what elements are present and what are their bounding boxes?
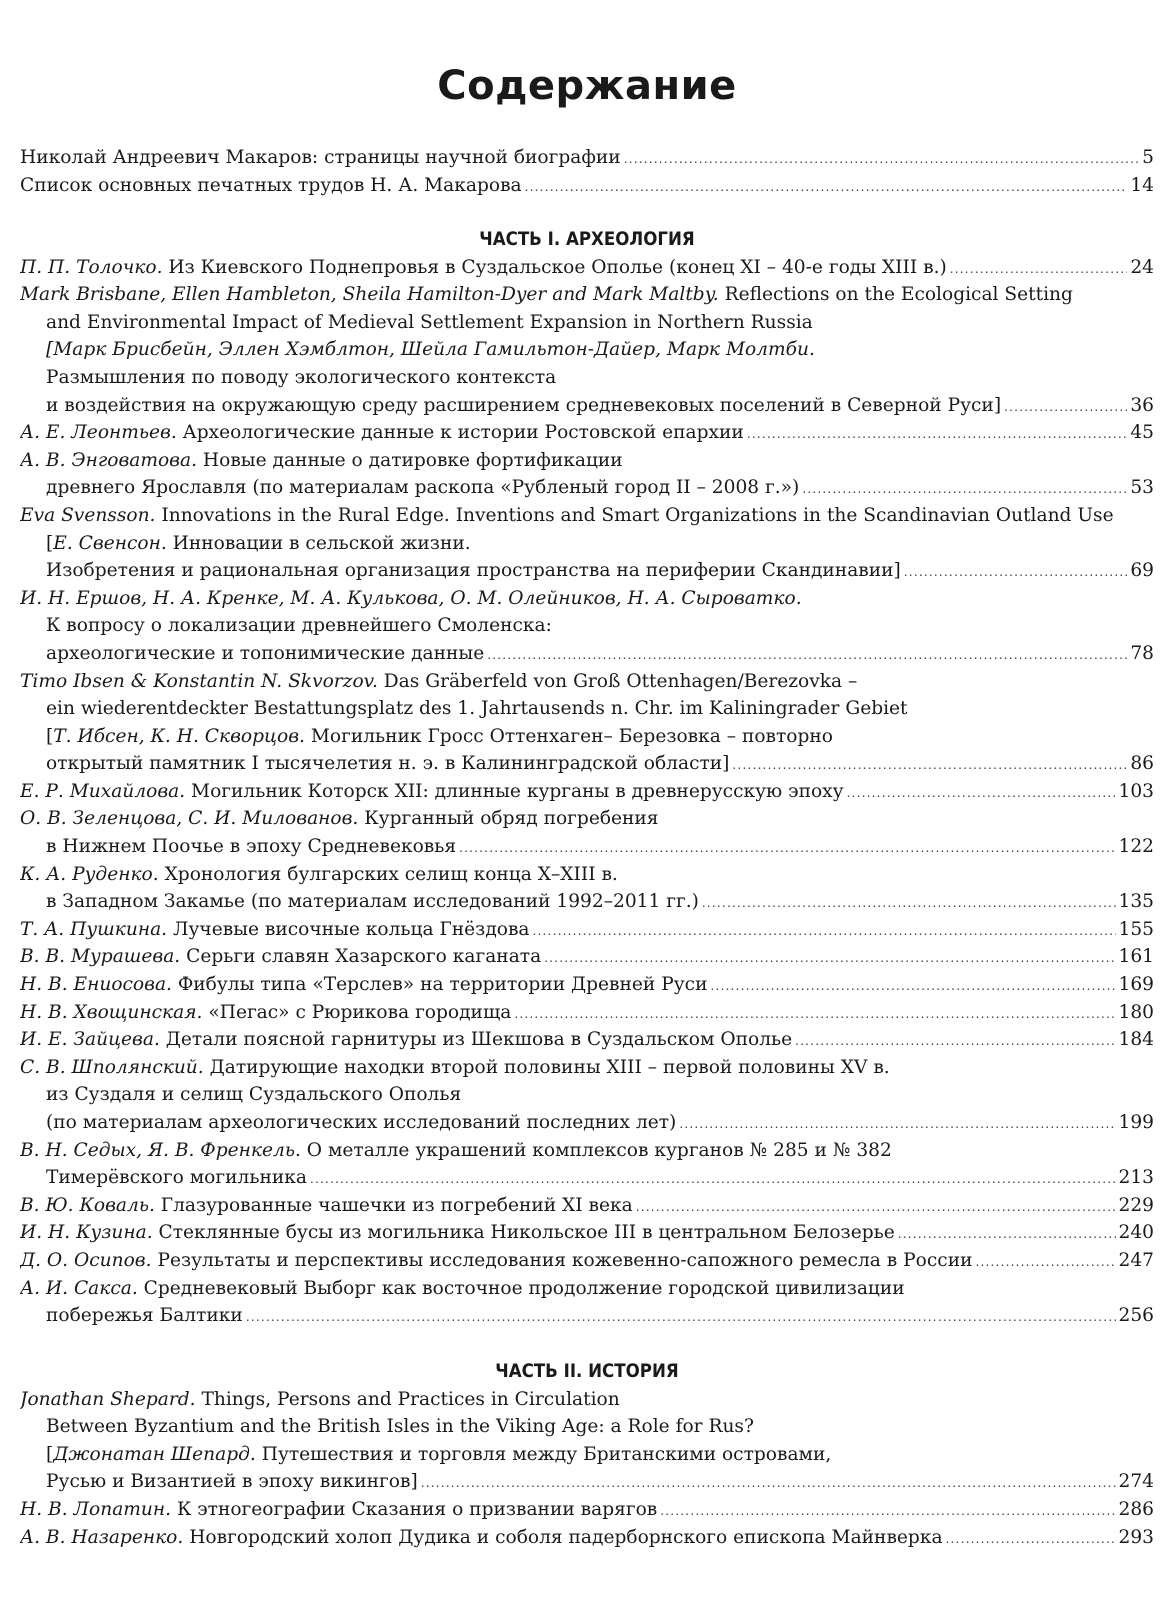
entry-title-text: «Пегас» с Рюрикова городища: [202, 1001, 512, 1023]
toc-entry[interactable]: [20, 1496, 1154, 1524]
toc-entry-last-line: [20, 1302, 1154, 1330]
entry-author: Т. А. Пушкина.: [20, 918, 168, 940]
leader-dots: [1004, 394, 1127, 420]
toc-entry[interactable]: [20, 1524, 1154, 1552]
entry-title-text: Between Byzantium and the British Isles in the Viking Age: a Role for Rus?: [46, 1416, 754, 1438]
entry-author: И. Н. Кузина.: [20, 1222, 153, 1244]
entry-author: В. В. Мурашева.: [20, 946, 181, 968]
toc-entry-line: [20, 1275, 1154, 1303]
entry-title-text: and Environmental Impact of Medieval Settlement Expansion in Northern Russia: [46, 311, 813, 333]
toc-entry[interactable]: [20, 805, 1154, 860]
entry-author: В. Н. Седых, Я. В. Френкель.: [20, 1139, 301, 1161]
page-number: 293: [1118, 1526, 1154, 1548]
page-number: 78: [1130, 642, 1154, 664]
leader-dots: [636, 1194, 1116, 1220]
entry-title-text: Результаты и перспективы исследования кожевенно-сапожного ремесла в России: [151, 1249, 973, 1271]
entry-title-text: Das Gräberfeld von Groß Ottenhagen/Berezovka –: [377, 670, 858, 692]
part-2-entries: [20, 1386, 1154, 1552]
page-number: 247: [1118, 1249, 1154, 1271]
page-number: 169: [1118, 974, 1154, 996]
toc-entry-line: [20, 585, 1154, 613]
leader-dots: [950, 256, 1128, 282]
entry-author: Н. В. Ениосова.: [20, 974, 172, 996]
entry-title-text: в Западном Закамье (по материалам исследований 1992–2011 гг.): [46, 891, 699, 913]
entry-title-text: К этногеографии Сказания о призвании варягов: [171, 1498, 658, 1520]
entry-author: А. В. Назаренко.: [20, 1526, 184, 1548]
leader-dots: [679, 1111, 1115, 1137]
toc-entry[interactable]: [20, 1192, 1154, 1220]
entry-author: А. Е. Леонтьев.: [20, 422, 177, 444]
entry-author: Jonathan Shepard.: [20, 1388, 196, 1410]
entry-title-text: Innovations in the Rural Edge. Inventions and Smart Organizations in the Scandinavian Outland Use: [155, 504, 1114, 526]
part-heading: ЧАСТЬ I. АРХЕОЛОГИЯ: [479, 229, 695, 250]
entry-title-text: О металле украшений комплексов курганов № 285 и № 382: [300, 1139, 892, 1161]
toc-entry-line: [20, 309, 1154, 337]
entry-author: Mark Brisbane, Ellen Hambleton, Sheila Hamilton-Dyer and Mark Maltby.: [20, 284, 719, 306]
entry-title-text: Лучевые височные кольца Гнёздова: [167, 918, 530, 940]
leader-dots: [487, 642, 1127, 668]
toc-entry-line: [20, 723, 1154, 751]
toc-entry[interactable]: [20, 668, 1154, 778]
toc-entry-line: [20, 364, 1154, 392]
page-number: 5: [1142, 147, 1154, 168]
toc-entry[interactable]: [20, 585, 1154, 668]
toc-entry-last-line: [20, 1496, 1154, 1524]
leader-dots: [946, 1526, 1116, 1552]
toc-entry-last-line: [20, 1164, 1154, 1192]
toc-entry-last-line: [20, 254, 1154, 282]
toc-entry[interactable]: [20, 1386, 1154, 1496]
entry-title-text: К вопросу о локализации древнейшего Смоленска:: [46, 615, 552, 637]
entry-title-text: Николай Андреевич Макаров: страницы научной биографии: [20, 147, 621, 168]
toc-entry-last-line: [20, 999, 1154, 1027]
leader-dots: [660, 1498, 1115, 1524]
toc-entry-last-line: [20, 557, 1154, 585]
page-number: 24: [1130, 256, 1154, 278]
page-title: Содержание: [437, 63, 737, 109]
entry-author: П. П. Толочко.: [20, 256, 163, 278]
toc-entry-line: [20, 1054, 1154, 1082]
page-number: 36: [1130, 394, 1154, 416]
toc-entry-line: [20, 1137, 1154, 1165]
toc-entry-last-line: [20, 778, 1154, 806]
entry-title-text: Средневековый Выборг как восточное продолжение городской цивилизации: [137, 1277, 905, 1299]
page-number: 286: [1118, 1498, 1154, 1520]
entry-title-text: Курганный обряд погребения: [358, 808, 659, 830]
entry-title-text: археологические и топонимические данные: [46, 642, 485, 664]
entry-title-text: [Е. Свенсон. Инновации в сельской жизни.: [46, 532, 471, 554]
entry-title-text: и воздействия на окружающую среду расширением средневековых поселений в Северной Руси]: [46, 394, 1002, 416]
entry-title-text: Археологические данные к истории Ростовской епархии: [176, 422, 744, 444]
entry-title-text: Reflections on the Ecological Setting: [718, 284, 1073, 306]
entry-title-text: Новые данные о датировке фортификации: [197, 449, 623, 471]
toc-entry-line: [20, 1081, 1154, 1109]
toc-entry[interactable]: [20, 144, 1154, 172]
entry-title-text: Русью и Византией в эпоху викингов]: [46, 1471, 418, 1493]
toc-entry[interactable]: [20, 916, 1154, 944]
page-number: 240: [1118, 1222, 1154, 1244]
toc-entry[interactable]: [20, 999, 1154, 1027]
toc-entry-last-line: [20, 750, 1154, 778]
part-1-section: [20, 226, 1154, 1330]
part-1-entries: [20, 254, 1154, 1330]
page-number: 180: [1118, 1001, 1154, 1023]
toc-entry[interactable]: [20, 172, 1154, 200]
leader-dots: [747, 421, 1128, 447]
toc-entry-last-line: [20, 640, 1154, 668]
toc-entry-last-line: [20, 916, 1154, 944]
leader-dots: [544, 945, 1115, 971]
page-number: 53: [1130, 477, 1154, 499]
toc-entry[interactable]: [20, 1054, 1154, 1137]
entry-author: А. В. Энговатова.: [20, 449, 198, 471]
entry-title-text: [Марк Брисбейн, Эллен Хэмблтон, Шейла Гамильтон-Дайер, Марк Молтби.: [46, 339, 815, 361]
entry-author: Н. В. Хвощинская.: [20, 1001, 203, 1023]
entry-title-text: Тимерёвского могильника: [46, 1167, 307, 1189]
toc-entry[interactable]: [20, 447, 1154, 502]
front-matter-list: [20, 144, 1154, 199]
part-heading: ЧАСТЬ II. ИСТОРИЯ: [495, 1361, 679, 1382]
leader-dots: [975, 1249, 1115, 1275]
entry-title-text: Things, Persons and Practices in Circulation: [195, 1388, 620, 1410]
page-number: 199: [1118, 1112, 1154, 1133]
page-number: 45: [1130, 422, 1154, 444]
toc-entry-last-line: [20, 1219, 1154, 1247]
toc-entry-line: [20, 1441, 1154, 1469]
toc-entry-last-line: [20, 943, 1154, 971]
page-number: 274: [1118, 1471, 1154, 1493]
toc-entry[interactable]: [20, 943, 1154, 971]
entry-title-text: в Нижнем Поочье в эпоху Средневековья: [46, 836, 457, 858]
entry-author: Д. О. Осипов.: [20, 1249, 152, 1271]
entry-title-text: (по материалам археологических исследований последних лет): [46, 1112, 677, 1133]
toc-entry[interactable]: [20, 502, 1154, 585]
entry-author: И. Е. Зайцева.: [20, 1029, 160, 1051]
entry-author: А. И. Сакса.: [20, 1277, 138, 1299]
toc-entry[interactable]: [20, 1275, 1154, 1330]
leader-dots: [732, 752, 1127, 778]
toc-entry[interactable]: [20, 254, 1154, 282]
page-number: 184: [1118, 1029, 1154, 1051]
entry-title-text: Новгородский холоп Дудика и соболя падерборнского епископа Майнверка: [183, 1526, 943, 1548]
leader-dots: [514, 1001, 1115, 1027]
page-number: 229: [1118, 1194, 1154, 1216]
entry-title-text: [Джонатан Шепард. Путешествия и торговля между Британскими островами,: [46, 1443, 832, 1465]
leader-dots: [904, 559, 1128, 585]
page-number: 161: [1118, 946, 1154, 968]
page-number: 69: [1130, 560, 1154, 582]
leader-dots: [898, 1221, 1116, 1247]
entry-title-text: Размышления по поводу экологического контекста: [46, 366, 557, 388]
entry-author: И. Н. Ершов, Н. А. Кренке, М. А. Кулькова, О. М. Олейников, Н. А. Сыроватко.: [20, 587, 802, 609]
entry-author: Е. Р. Михайлова.: [20, 780, 186, 802]
entry-title-text: побережья Балтики: [46, 1305, 243, 1327]
entry-title-text: Изобретения и рациональная организация пространства на периферии Скандинавии]: [46, 560, 901, 582]
toc-entry-line: [20, 336, 1154, 364]
entry-title-text: Из Киевского Поднепровья в Суздальское Ополье (конец XI – 40-е годы XIII в.): [162, 256, 947, 278]
entry-author: С. В. Шполянский.: [20, 1056, 204, 1078]
toc-entry[interactable]: [20, 1026, 1154, 1054]
page-number: 135: [1118, 891, 1154, 913]
entry-title-text: ein wiederentdeckter Bestattungsplatz des 1. Jahrtausends n. Chr. im Kaliningrader Gebiet: [46, 698, 908, 720]
part-2-section: [20, 1358, 1154, 1551]
entry-title-text: Фибулы типа «Терслев» на территории Древней Руси: [171, 974, 708, 996]
toc-entry-last-line: [20, 474, 1154, 502]
leader-dots: [795, 1028, 1115, 1054]
toc-entry[interactable]: [20, 971, 1154, 999]
entry-title-text: из Суздаля и селищ Суздальского Ополья: [46, 1084, 462, 1106]
leader-dots: [533, 918, 1116, 944]
entry-author: К. А. Руденко.: [20, 863, 159, 885]
toc-entry-last-line: [20, 1468, 1154, 1496]
leader-dots: [802, 476, 1127, 502]
leader-dots: [459, 835, 1115, 861]
toc-entry-line: [20, 612, 1154, 640]
toc-entry[interactable]: [20, 419, 1154, 447]
leader-dots: [525, 174, 1128, 200]
entry-title-text: Глазурованные чашечки из погребений XI века: [154, 1194, 633, 1216]
entry-title-text: Датирующие находки второй половины XIII – первой половины XV в.: [203, 1056, 890, 1078]
entry-title-text: Список основных печатных трудов Н. А. Макарова: [20, 174, 522, 196]
toc-entry-last-line: [20, 1109, 1154, 1137]
page-number: 86: [1130, 753, 1154, 775]
leader-dots: [310, 1166, 1116, 1192]
toc-entry-line: [20, 502, 1154, 530]
leader-dots: [246, 1304, 1116, 1330]
toc-entry-last-line: [20, 392, 1154, 420]
page-number: 122: [1118, 836, 1154, 858]
page-number: 103: [1118, 780, 1154, 802]
toc-entry-last-line: [20, 888, 1154, 916]
toc-entry[interactable]: [20, 1137, 1154, 1192]
leader-dots: [421, 1470, 1116, 1496]
toc-entry[interactable]: [20, 861, 1154, 916]
toc-entry-last-line: [20, 1026, 1154, 1054]
toc-entry-last-line: [20, 833, 1154, 861]
toc-entry[interactable]: [20, 1247, 1154, 1275]
toc-entry-last-line: [20, 1524, 1154, 1552]
page-number: 155: [1118, 918, 1154, 940]
entry-title-text: Детали поясной гарнитуры из Шекшова в Суздальском Ополье: [159, 1029, 793, 1051]
toc-entry-last-line: [20, 419, 1154, 447]
entry-author: Eva Svensson.: [20, 504, 156, 526]
leader-dots: [847, 780, 1116, 806]
toc-entry[interactable]: [20, 1219, 1154, 1247]
entry-title-text: открытый памятник I тысячелетия н. э. в Калининградской области]: [46, 753, 730, 775]
toc-entry-line: [20, 1386, 1154, 1414]
toc-entry-line: [20, 1413, 1154, 1441]
leader-dots: [624, 146, 1139, 172]
toc-entry-line: [20, 805, 1154, 833]
toc-entry-last-line: [20, 971, 1154, 999]
toc-entry[interactable]: [20, 281, 1154, 419]
toc-entry-line: [20, 447, 1154, 475]
page-number: 14: [1130, 174, 1154, 196]
page-number: 256: [1118, 1305, 1154, 1327]
toc-entry-line: [20, 281, 1154, 309]
entry-author: Timo Ibsen & Konstantin N. Skvorzov.: [20, 670, 378, 692]
entry-author: Н. В. Лопатин.: [20, 1498, 172, 1520]
toc-entry[interactable]: [20, 778, 1154, 806]
entry-title-text: Стеклянные бусы из могильника Никольское III в центральном Белозерье: [152, 1222, 895, 1244]
toc-entry-last-line: [20, 172, 1154, 200]
toc-entry-line: [20, 530, 1154, 558]
entry-author: О. В. Зеленцова, С. И. Милованов.: [20, 808, 359, 830]
toc-entry-line: [20, 668, 1154, 696]
toc-entry-line: [20, 861, 1154, 889]
entry-title-text: [Т. Ибсен, К. Н. Скворцов. Могильник Гросс Оттенхаген– Березовка – повторно: [46, 725, 833, 747]
toc-entry-last-line: [20, 144, 1154, 172]
entry-title-text: Хронология булгарских селищ конца X–XIII в.: [158, 863, 618, 885]
entry-title-text: Могильник Которск XII: длинные курганы в древнерусскую эпоху: [185, 780, 844, 802]
toc-entry-line: [20, 695, 1154, 723]
leader-dots: [702, 890, 1116, 916]
toc-entry-last-line: [20, 1247, 1154, 1275]
entry-title-text: древнего Ярославля (по материалам раскопа «Рубленый город II – 2008 г.»): [46, 477, 800, 499]
entry-title-text: Серьги славян Хазарского каганата: [180, 946, 542, 968]
toc-entry-last-line: [20, 1192, 1154, 1220]
entry-author: В. Ю. Коваль.: [20, 1194, 155, 1216]
leader-dots: [710, 973, 1115, 999]
page-number: 213: [1118, 1167, 1154, 1189]
